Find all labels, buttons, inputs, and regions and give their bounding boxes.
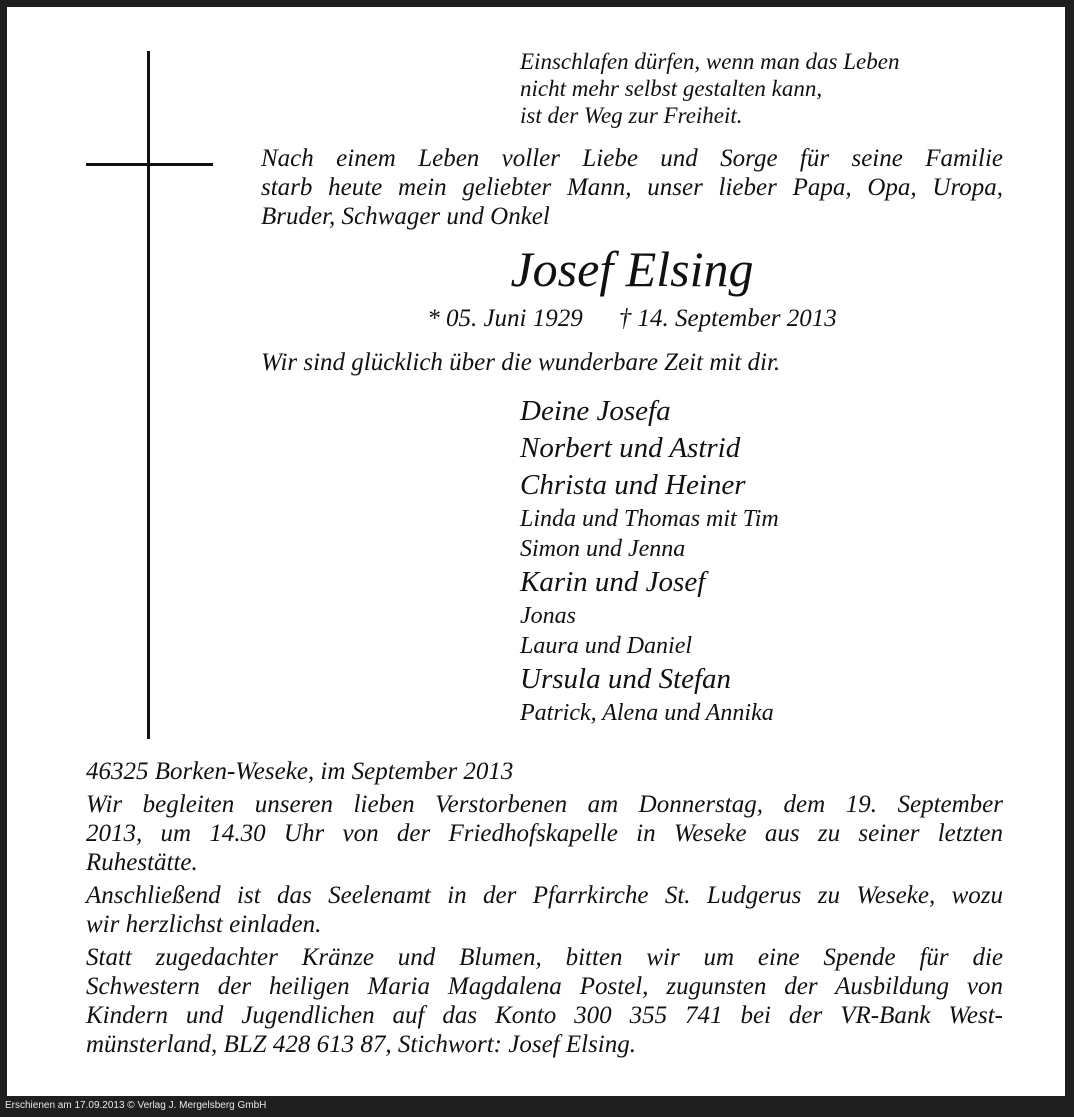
gratitude-line: Wir sind glücklich über die wunderbare Zeit mit dir. — [261, 349, 781, 376]
family-grandchild: Patrick, Alena und Annika — [520, 700, 774, 726]
intro-text — [261, 144, 1003, 231]
funeral-line: Wir begleiten unseren lieben Verstorbenen am Donnerstag, dem 19. September — [86, 791, 1003, 818]
funeral-line: 2013, um 14.30 Uhr von der Friedhofskapelle in Weseke aus zu seiner letzten — [86, 820, 1003, 847]
motto-line: nicht mehr selbst gestalten kann, — [520, 76, 823, 101]
family-member: Christa und Heiner — [520, 469, 746, 501]
donation-line: Kindern und Jugendlichen auf das Konto 300 355 741 bei der VR-Bank West- — [86, 1002, 1003, 1029]
requiem-info — [86, 881, 1003, 939]
donation-info — [86, 943, 1003, 1059]
cross-horizontal-bar — [86, 163, 213, 166]
deceased-name: Josef Elsing — [510, 241, 754, 297]
life-dates — [261, 303, 1003, 335]
motto-quote — [520, 48, 1020, 129]
family-grandchild: Jonas — [520, 603, 576, 629]
donation-line: Schwestern der heiligen Maria Magdalena Postel, zugunsten der Ausbildung von — [86, 973, 1003, 1000]
family-member: Norbert und Astrid — [520, 432, 741, 464]
family-member: Deine Josefa — [520, 395, 671, 427]
motto-line: ist der Weg zur Freiheit. — [520, 103, 743, 128]
intro-line: Nach einem Leben voller Liebe und Sorge für seine Familie — [261, 145, 1003, 172]
funeral-info — [86, 790, 1003, 877]
obituary-page — [7, 7, 1065, 1096]
cross-vertical-bar — [147, 51, 150, 739]
donation-line: Statt zugedachter Kränze und Blumen, bitten wir um eine Spende für die — [86, 944, 1003, 971]
family-grandchild: Linda und Thomas mit Tim — [520, 506, 779, 532]
publication-footer: Erschienen am 17.09.2013 © Verlag J. Mergelsberg GmbH — [5, 1100, 267, 1111]
funeral-line: Ruhestätte. — [86, 849, 198, 876]
family-grandchild: Laura und Daniel — [520, 633, 693, 659]
motto-line: Einschlafen dürfen, wenn man das Leben — [520, 49, 900, 74]
requiem-line: wir herzlichst einladen. — [86, 911, 322, 938]
family-list — [520, 393, 1020, 728]
birth-date: * 05. Juni 1929 — [427, 305, 583, 332]
place-date: 46325 Borken-Weseke, im September 2013 — [86, 758, 514, 785]
notice-details — [86, 757, 1003, 1063]
family-grandchild: Simon und Jenna — [520, 536, 686, 562]
family-member: Karin und Josef — [520, 566, 706, 598]
family-member: Ursula und Stefan — [520, 663, 732, 695]
intro-line: Bruder, Schwager und Onkel — [261, 203, 550, 230]
intro-line: starb heute mein geliebter Mann, unser lieber Papa, Opa, Uropa, — [261, 174, 1003, 201]
death-date: † 14. September 2013 — [618, 305, 837, 332]
requiem-line: Anschließend ist das Seelenamt in der Pfarrkirche St. Ludgerus zu Weseke, wozu — [86, 882, 1003, 909]
donation-line: münsterland, BLZ 428 613 87, Stichwort: Josef Elsing. — [86, 1031, 636, 1058]
